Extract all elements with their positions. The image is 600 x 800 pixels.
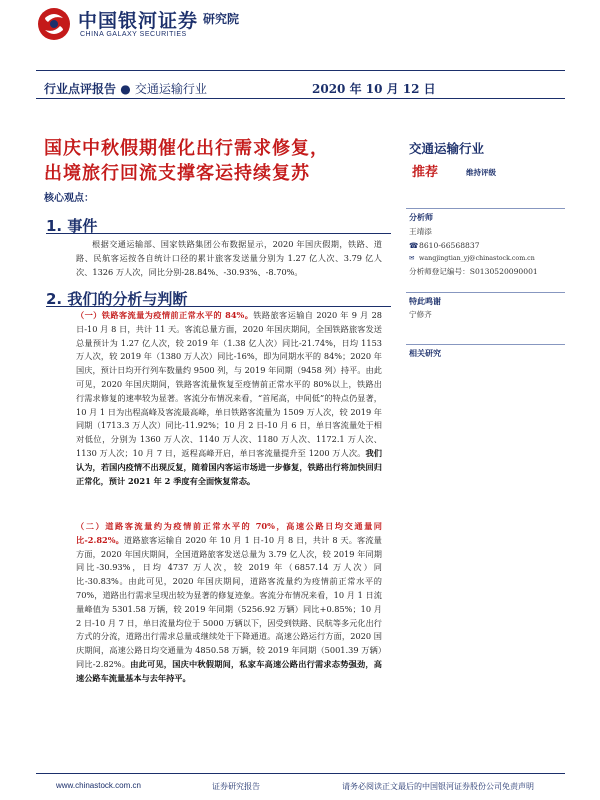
sidebar-divider-3 <box>406 344 565 345</box>
report-title-line2: 出境旅行回流支撑客运持续复苏 <box>44 163 310 184</box>
logo-en-text: CHINA GALAXY SECURITIES <box>80 31 187 38</box>
report-industry: 交通运输行业 <box>134 82 207 96</box>
footer-center-label: 证券研究报告 <box>212 782 260 791</box>
section2-title: 2. 我们的分析与判断 <box>46 290 188 308</box>
paragraph1-body: 铁路旅客运输自 2020 年 9 月 28 日-10 月 8 日，共计 11 天。客流总量方面，2020 年国庆期间，全国铁路旅客发送总量预计为 1.27 亿人次，较 2019 年（1.38 亿人次）同比-21.74%，日均 1153 万人次，较 2019 年（1380 万人次）同比-16%，即为同期水平的 84%；2020 年国庆，预计日均开行列车数量约 9500 列，与 2019 年同期（9458 列）持平。由此可见，2020 年国庆期间，铁路客流量恢复至疫情前正常水平的 80%以上，铁路出行需求修复的速率较为显著。客流分布情况来看，“首尾高，中间低”的特点仍显著，10 月 1 日为出程高峰及客流最高峰，单日铁路客流量为 1509 万人次，较 2019 年同期（1713.3 万人次）同比-11.92%；10 月 2 日-10 月 6 日，单日客流量处于相对低位，分别为 1360 万人次、1140 万人次、1180 万人次、1172.1 万人次、1130 万人次；10 月 7 日，返程高峰开启，单日客流量提升至 1200 万人次。 <box>76 310 382 458</box>
paragraph2-conclusion: 由此可见，国庆中秋假期间，私家车高速公路出行需求态势强劲，高速公路车流量基本与去年持平。 <box>76 658 382 683</box>
paragraph1-conclusion: 我们认为，若国内疫情不出现反复，随着国内客运市场进一步修复，铁路出行将加快回归正常化，预计 2021 年 2 季度有全面恢复常态。 <box>76 447 382 486</box>
analyst-label: 分析师 <box>409 213 433 222</box>
analyst-name: 王靖添 <box>409 227 432 236</box>
report-type <box>44 80 207 97</box>
paragraph2-body: 道路旅客运输自 2020 年 10 月 1 日-10 月 8 日，共计 8 天。客流量方面，2020 年国庆期间，全国道路旅客发送总量为 3.79 亿人次，较 2019 年同期同比-30.93%，日均 4737 万人次，较 2019 年（6857.14 万人次）同比-30.83%。由此可见，2020 年国庆期间，道路客流量约为疫情前正常水平的 70%，道路出行需求呈现出较为显著的修复迹象。客流分布情况来看，10 月 1 日流量峰值为 5301.58 万辆，较 2019 年同期（5256.92 万辆）同比+0.85%；10 月 2 日-10 月 7 日，单日流量均位于 5000 万辆以下，因受到铁路、民航等多元化出行方式的分流，道路出行需求总量或继续处于下降通道。高速公路运行方面，2020 国庆期间，高速公路日均交通量为 4850.58 万辆，较 2019 年同期（5001.39 万辆）同比-2.82%。 <box>76 534 382 669</box>
footer-divider <box>36 773 565 774</box>
assistant-name: 宁修齐 <box>409 310 432 319</box>
institute-label: 研究院 <box>203 12 240 26</box>
related-research-label: 相关研究 <box>409 349 441 358</box>
rating-note: 维持评级 <box>466 168 496 177</box>
analyst-email[interactable] <box>409 253 535 265</box>
report-type-label: 行业点评报告 <box>44 82 117 96</box>
footer-disclaimer: 请务必阅读正文最后的中国银河证券股份公司免责声明 <box>342 782 534 791</box>
logo-cn-text: 中国银河证券 <box>78 10 199 32</box>
section2-paragraph2 <box>76 520 382 686</box>
paragraph2-lead: （二）道路客流量约为疫情前正常水平的 70%，高速公路日均交通量同比-2.82%。 <box>76 521 382 545</box>
report-date: 2020 年 10 月 12 日 <box>312 82 436 96</box>
header-divider-top <box>36 70 565 71</box>
galaxy-logo-icon <box>36 6 72 42</box>
sidebar-industry: 交通运输行业 <box>409 141 485 156</box>
analyst-license: 分析师登记编号：S0130520090001 <box>409 267 538 276</box>
section1-title: 1. 事件 <box>46 217 98 235</box>
report-title-line1: 国庆中秋假期催化出行需求修复， <box>44 138 329 159</box>
email-address[interactable]: wangjingtian_yj@chinastock.com.cn <box>419 255 535 262</box>
bullet-icon: ● <box>120 82 135 96</box>
rating-badge: 推荐 <box>412 165 439 180</box>
phone-number: 8610-66568837 <box>419 241 480 250</box>
section1-underline <box>46 233 391 234</box>
core-viewpoint-label: 核心观点： <box>44 193 94 204</box>
phone-icon: ☎ <box>409 241 419 250</box>
paragraph1-lead: （一）铁路客流量为疫情前正常水平的 84%。 <box>76 310 254 320</box>
section2-paragraph1 <box>76 309 382 488</box>
section2-underline <box>46 306 391 307</box>
assistant-label: 特此鸣谢 <box>409 297 441 306</box>
email-icon: ✉ <box>409 255 415 262</box>
header-divider-bottom <box>36 98 565 99</box>
sidebar-divider-2 <box>406 292 565 293</box>
section1-paragraph: 根据交通运输部、国家铁路集团公布数据显示，2020 年国庆假期，铁路、道路、民航客运按各自统计口径的累计旅客发送量分别为 1.27 亿人次、3.79 亿人次、1326 万人次，同比分别-28.84%、-30.93%、-8.70%。 <box>76 239 382 277</box>
footer-website-link[interactable]: www.chinastock.com.cn <box>56 781 141 790</box>
analyst-phone <box>409 240 480 252</box>
sidebar-divider-1 <box>406 208 565 209</box>
